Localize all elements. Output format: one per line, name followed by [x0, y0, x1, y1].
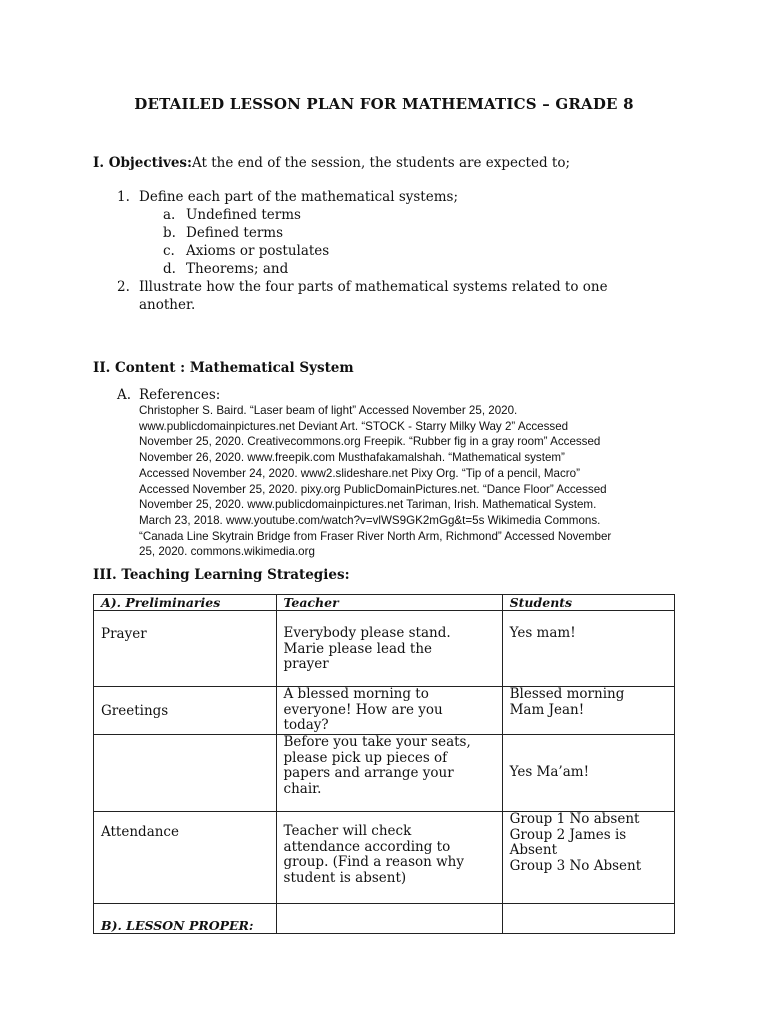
page-title: DETAILED LESSON PLAN FOR MATHEMATICS – GRADE 8: [134, 95, 634, 113]
lesson-proper-cell: B). LESSON PROPER:: [94, 904, 277, 934]
table-row: [94, 735, 675, 812]
table-row: [94, 812, 675, 904]
activity-cell: Greetings: [94, 687, 277, 735]
students-cell: Blessed morning Mam Jean!: [502, 687, 674, 735]
table-row: [94, 904, 675, 934]
teacher-cell: A blessed morning to everyone! How are you today?: [276, 687, 502, 735]
reference-line: Christopher S. Baird. “Laser beam of light” Accessed November 25, 2020.: [139, 404, 518, 417]
objectives-line: [93, 155, 570, 171]
strategies-table: [93, 594, 675, 934]
reference-line: November 26, 2020. www.freepik.com Musthafakamalshah. “Mathematical system”: [139, 451, 565, 465]
activity-cell: [94, 735, 277, 812]
activity-cell: Attendance: [94, 812, 277, 904]
teacher-cell: Before you take your seats, please pick up pieces of papers and arrange your chair.: [276, 735, 502, 812]
references-label: A. References:: [117, 387, 221, 403]
strategies-heading: III. Teaching Learning Strategies:: [93, 567, 350, 583]
reference-line: www.publicdomainpictures.net Deviant Art. “STOCK - Starry Milky Way 2” Accessed: [139, 419, 569, 433]
objective-item-1: 1. Define each part of the mathematical systems;: [117, 189, 458, 205]
reference-line: November 25, 2020. www.publicdomainpictures.net Tariman, Irish. Mathematical System.: [139, 498, 597, 512]
reference-line: November 25, 2020. Creativecommons.org Freepik. “Rubber fig in a gray room” Accessed: [139, 435, 601, 449]
content-heading: II. Content : Mathematical System: [93, 360, 354, 376]
sub-item-a: a. Undefined terms: [163, 207, 301, 223]
sub-item-c: c. Axioms or postulates: [163, 243, 330, 259]
reference-line: “Canada Line Skytrain Bridge from Fraser River North Arm, Richmond” Accessed November: [139, 529, 612, 543]
students-cell: Yes mam!: [502, 611, 674, 687]
objectives-heading: I. Objectives:: [93, 155, 192, 171]
reference-line: March 23, 2018. www.youtube.com/watch?v=vlWS9GK2mGg&t=5s Wikimedia Commons.: [139, 513, 601, 527]
table-row: [94, 611, 675, 687]
table-row: [94, 687, 675, 735]
activity-cell: Prayer: [94, 611, 277, 687]
sub-item-d: d. Theorems; and: [163, 261, 289, 277]
reference-line: Accessed November 24, 2020. www2.slideshare.net Pixy Org. “Tip of a pencil, Macro”: [139, 466, 580, 480]
reference-line: 25, 2020. commons.wikimedia.org: [139, 545, 315, 559]
header-preliminaries: A). Preliminaries: [94, 595, 277, 611]
teacher-cell: Teacher will check attendance according to group. (Find a reason why student is absent): [276, 812, 502, 904]
empty-cell: [502, 904, 674, 934]
objective-item-2: 2. Illustrate how the four parts of mathematical systems related to one another.: [117, 279, 608, 313]
empty-cell: [276, 904, 502, 934]
students-cell: Yes Ma’am!: [502, 735, 674, 812]
teacher-cell: Everybody please stand. Marie please lead the prayer: [276, 611, 502, 687]
students-cell: Group 1 No absent Group 2 James is Absent Group 3 No Absent: [502, 812, 674, 904]
sub-item-b: b. Defined terms: [163, 225, 284, 241]
reference-line: Accessed November 25, 2020. pixy.org PublicDomainPictures.net. “Dance Floor” Accessed: [139, 482, 607, 496]
header-students: Students: [502, 595, 674, 611]
header-teacher: Teacher: [276, 595, 502, 611]
table-header-row: [94, 595, 675, 611]
objectives-intro: At the end of the session, the students are expected to;: [192, 155, 570, 171]
references-text: [139, 403, 669, 560]
